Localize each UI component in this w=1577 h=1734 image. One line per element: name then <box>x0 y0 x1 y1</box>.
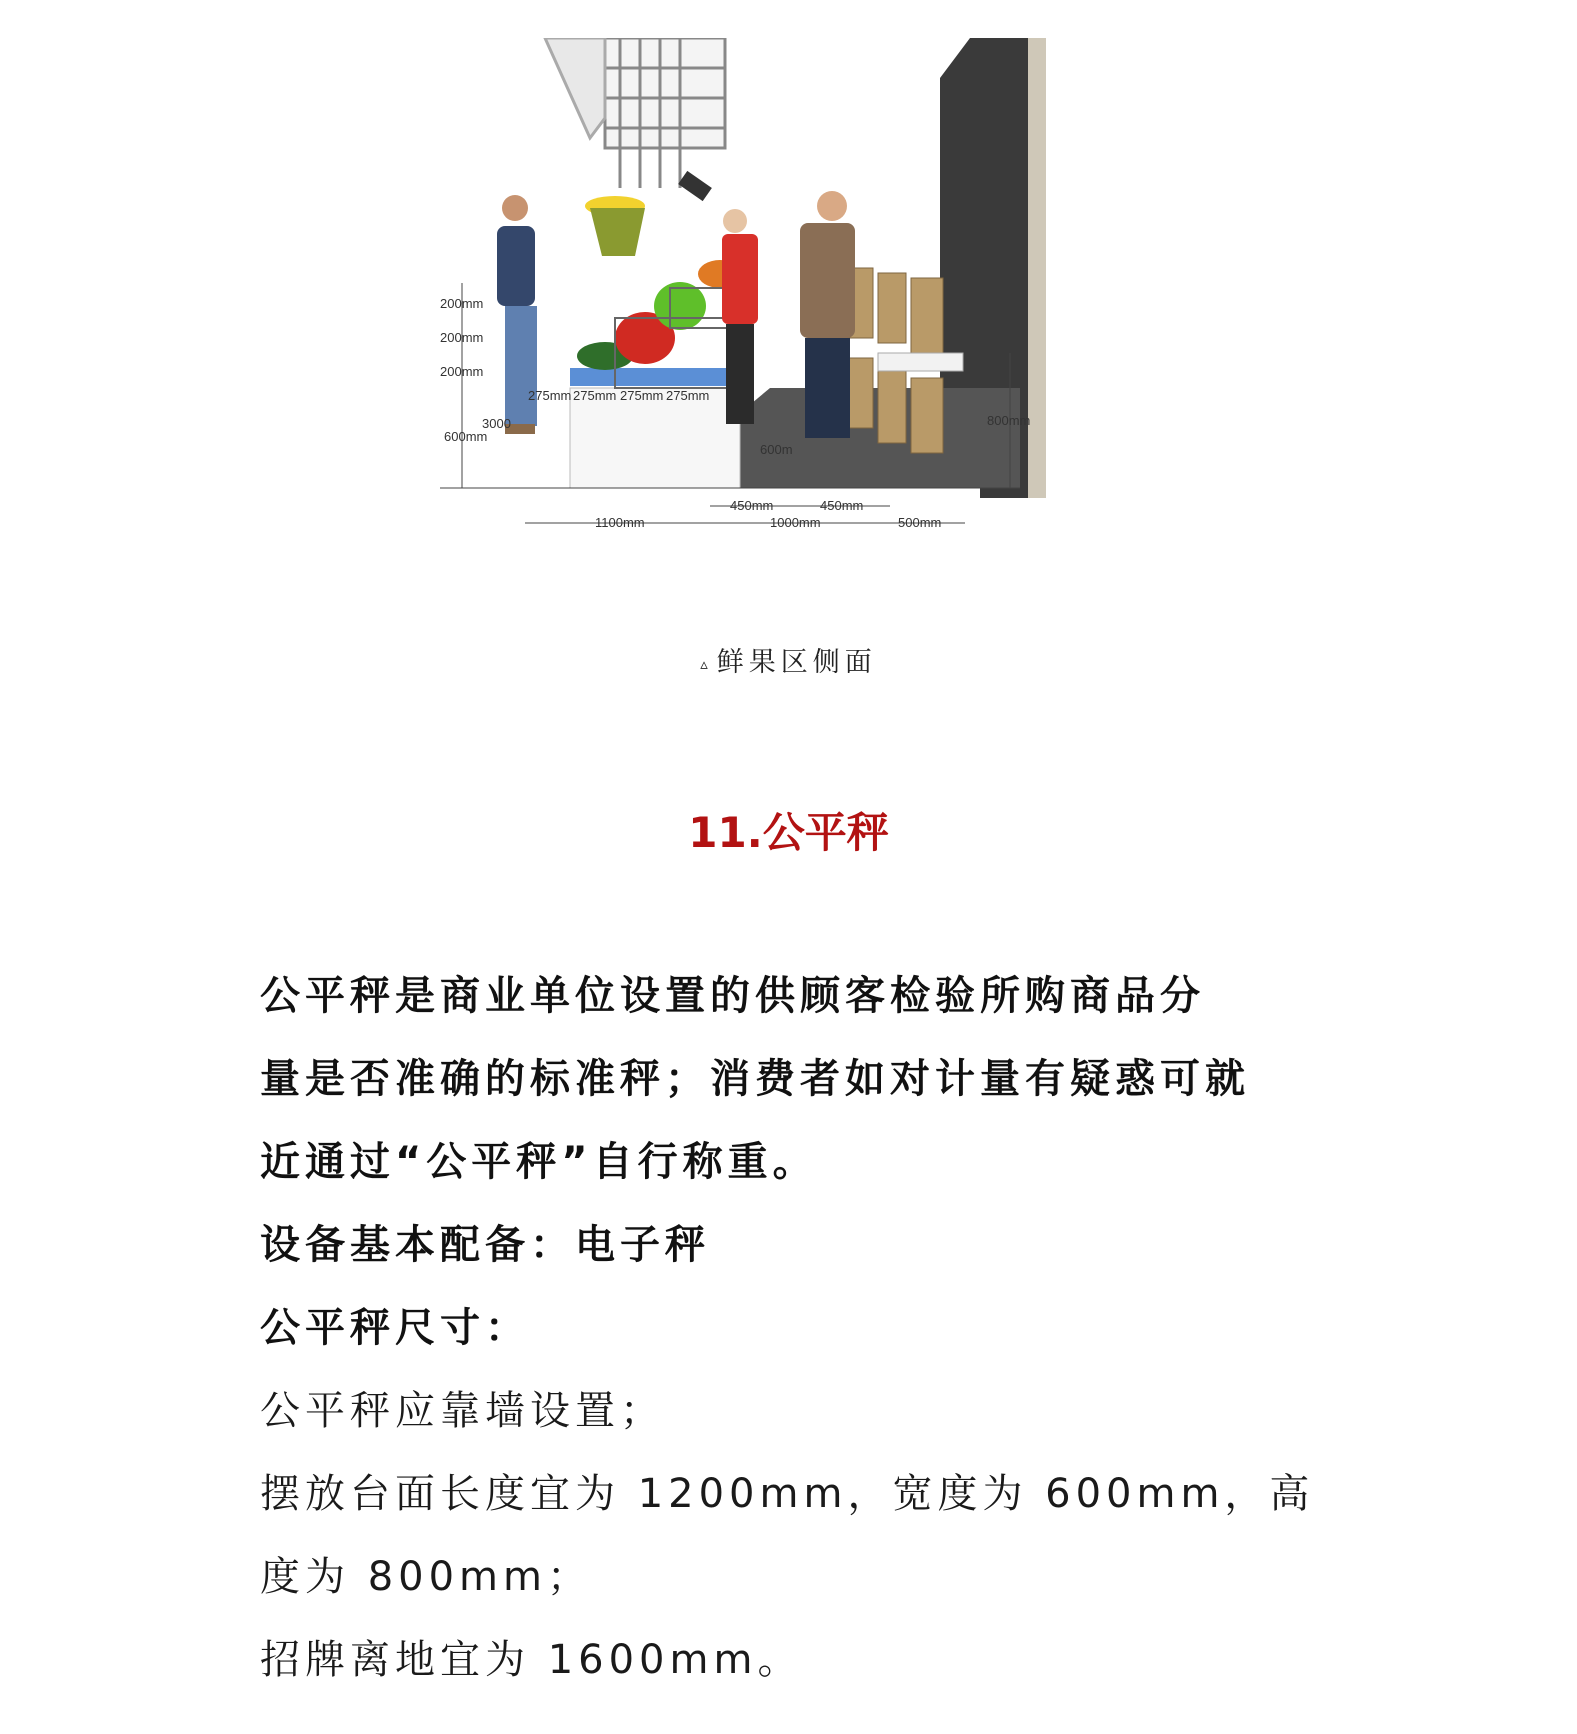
paragraph-line: 公平秤是商业单位设置的供顾客检验所购商品分 <box>260 973 1205 1019</box>
fruit-area-side-view-illustration <box>440 38 1140 598</box>
spec-line: 摆放台面长度宜为 1200mm，宽度为 600mm，高 <box>260 1471 1315 1517</box>
dim-label: 450mm <box>730 498 774 513</box>
equipment-line: 设备基本配备：电子秤 <box>260 1222 710 1268</box>
dim-label: 450mm <box>820 498 864 513</box>
dim-label: 1100mm <box>595 515 645 530</box>
staff-figure-male <box>800 191 855 438</box>
dim-label: 275mm <box>573 388 617 403</box>
dim-label: 275mm <box>666 388 710 403</box>
spec-line: 度为 800mm； <box>260 1554 592 1600</box>
display-counter-base <box>570 388 740 488</box>
spec-line: 公平秤应靠墙设置； <box>260 1388 665 1434</box>
display-tray <box>570 368 740 386</box>
shelf-board <box>878 353 963 371</box>
figure-caption <box>0 640 1577 679</box>
dim-label: 600m <box>760 442 793 457</box>
banana-bunch <box>585 196 645 256</box>
size-heading: 公平秤尺寸： <box>260 1305 530 1351</box>
dim-label: 200mm <box>440 296 484 311</box>
caption-text: 鲜果区侧面 <box>716 647 877 678</box>
section-title: 11.公平秤 <box>688 808 889 857</box>
dim-label: 200mm <box>440 364 484 379</box>
staff-figure-female <box>722 209 758 424</box>
paragraph-line: 量是否准确的标准秤；消费者如对计量有疑惑可就 <box>260 1056 1250 1102</box>
dim-label: 200mm <box>440 330 484 345</box>
dim-label: 275mm <box>620 388 664 403</box>
paragraph-line: 近通过“公平秤”自行称重。 <box>260 1139 818 1185</box>
dim-label: 275mm <box>528 388 572 403</box>
triangle-icon: ▵ <box>700 654 713 673</box>
body-text <box>260 955 1340 1702</box>
dim-label: 600mm <box>444 429 488 444</box>
ceiling-rack <box>545 38 725 188</box>
dim-label: 500mm <box>898 515 942 530</box>
dim-label: 1000mm <box>770 515 821 530</box>
dim-label: 3000 <box>482 416 511 431</box>
wall-edge <box>1028 38 1046 498</box>
spec-line: 招牌离地宜为 1600mm。 <box>260 1637 803 1683</box>
camera-icon <box>678 171 712 201</box>
dim-label: 800mm <box>987 413 1031 428</box>
